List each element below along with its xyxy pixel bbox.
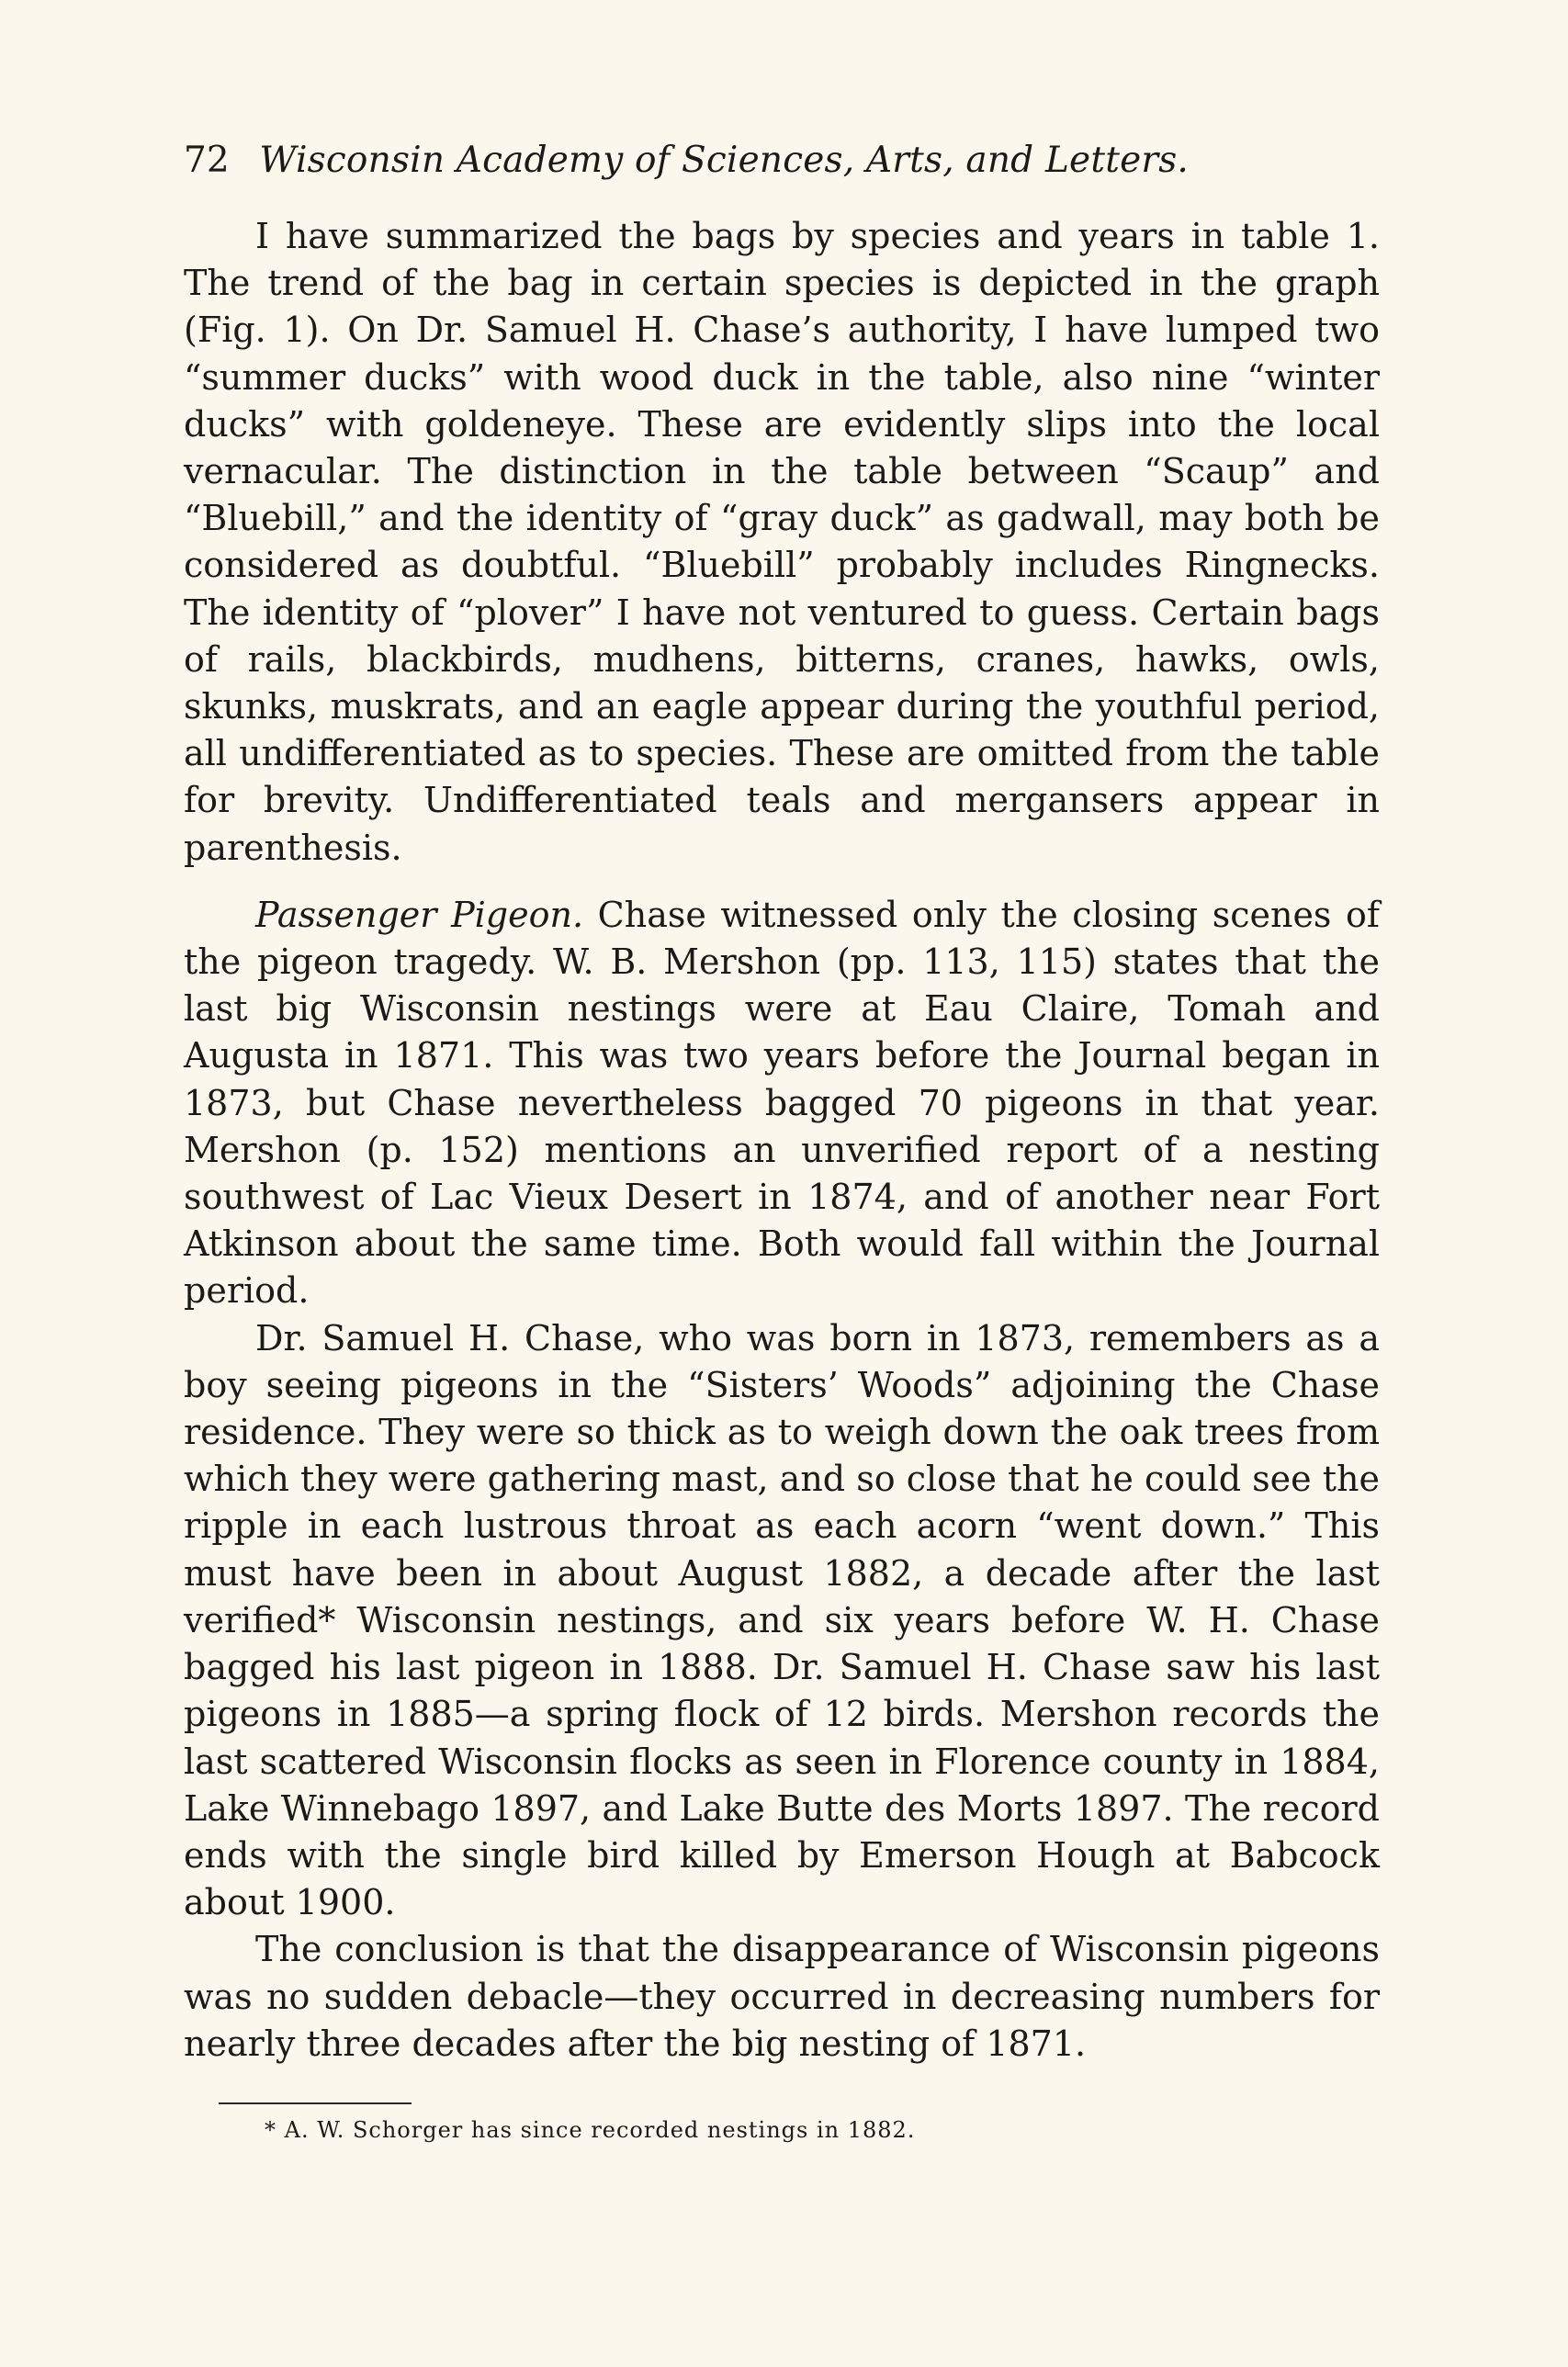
paragraph-passenger-pigeon <box>184 892 1380 1315</box>
body-text <box>184 213 1380 2068</box>
section-heading-passenger-pigeon: Passenger Pigeon. <box>255 894 584 935</box>
paragraph-chase-recollection: Dr. Samuel H. Chase, who was born in 1873, remembers as a boy seeing pigeons in the “Sisters’ Woods” adjoining the Chase residence. They were so thick as to weigh down the oak trees from which they were gathering mast, and so close that he could see the ripple in each lustrous throat as each acorn “went down.” This must have been in about August 1882, a decade after the last verified* Wisconsin nestings, and six years before W. H. Chase bagged his last pigeon in 1888. Dr. Samuel H. Chase saw his last pigeons in 1885—a spring flock of 12 birds. Mershon records the last scattered Wisconsin flocks as seen in Florence county in 1884, Lake Winnebago 1897, and Lake Butte des Morts 1897. The record ends with the single bird killed by Emerson Hough at Babcock about 1900. <box>184 1317 1380 1923</box>
footnote-rule <box>219 2102 412 2104</box>
footnote: * A. W. Schorger has since recorded nestings in 1882. <box>265 2116 916 2143</box>
paragraph-conclusion: The conclusion is that the disappearance of Wisconsin pigeons was no sudden debacle—they occurred in decreasing numbers for nearly three decades after the big nesting of 1871. <box>184 1929 1380 2064</box>
page-number: 72 <box>184 140 230 181</box>
book-page <box>184 138 1380 2145</box>
running-head <box>184 138 1380 184</box>
paragraph-bag-summary: I have summarized the bags by species and years in table 1. The trend of the bag in certain species is depicted in the graph (Fig. 1). On Dr. Samuel H. Chase’s authority, I have lumped two “summer ducks” with wood duck in the table, also nine “winter ducks” with goldeneye. These are evidently slips into the local vernacular. The distinction in the table between “Scaup” and “Bluebill,” and the identity of “gray duck” as gadwall, may both be considered as doubtful. “Bluebill” probably includes Ringnecks. The identity of “plover” I have not ventured to guess. Certain bags of rails, blackbirds, mudhens, bitterns, cranes, hawks, owls, skunks, muskrats, and an eagle appear during the youthful period, all undifferentiated as to species. These are omitted from the table for brevity. Undifferentiated teals and mergansers appear in parenthesis. <box>184 216 1380 868</box>
paragraph-passenger-pigeon-text: Chase witnessed only the closing scenes of the pigeon tragedy. W. B. Mershon (pp. 113, 115) states that the last big Wisconsin nestings were at Eau Claire, Tomah and Augusta in 1871. This was two years before the Journal began in 1873, but Chase nevertheless bagged 70 pigeons in that year. Mershon (p. 152) mentions an unverified report of a nesting southwest of Lac Vieux Desert in 1874, and of another near Fort Atkinson about the same time. Both would fall within the Journal period. <box>184 894 1380 1312</box>
journal-title: Wisconsin Academy of Sciences, Arts, and Letters. <box>259 140 1189 181</box>
